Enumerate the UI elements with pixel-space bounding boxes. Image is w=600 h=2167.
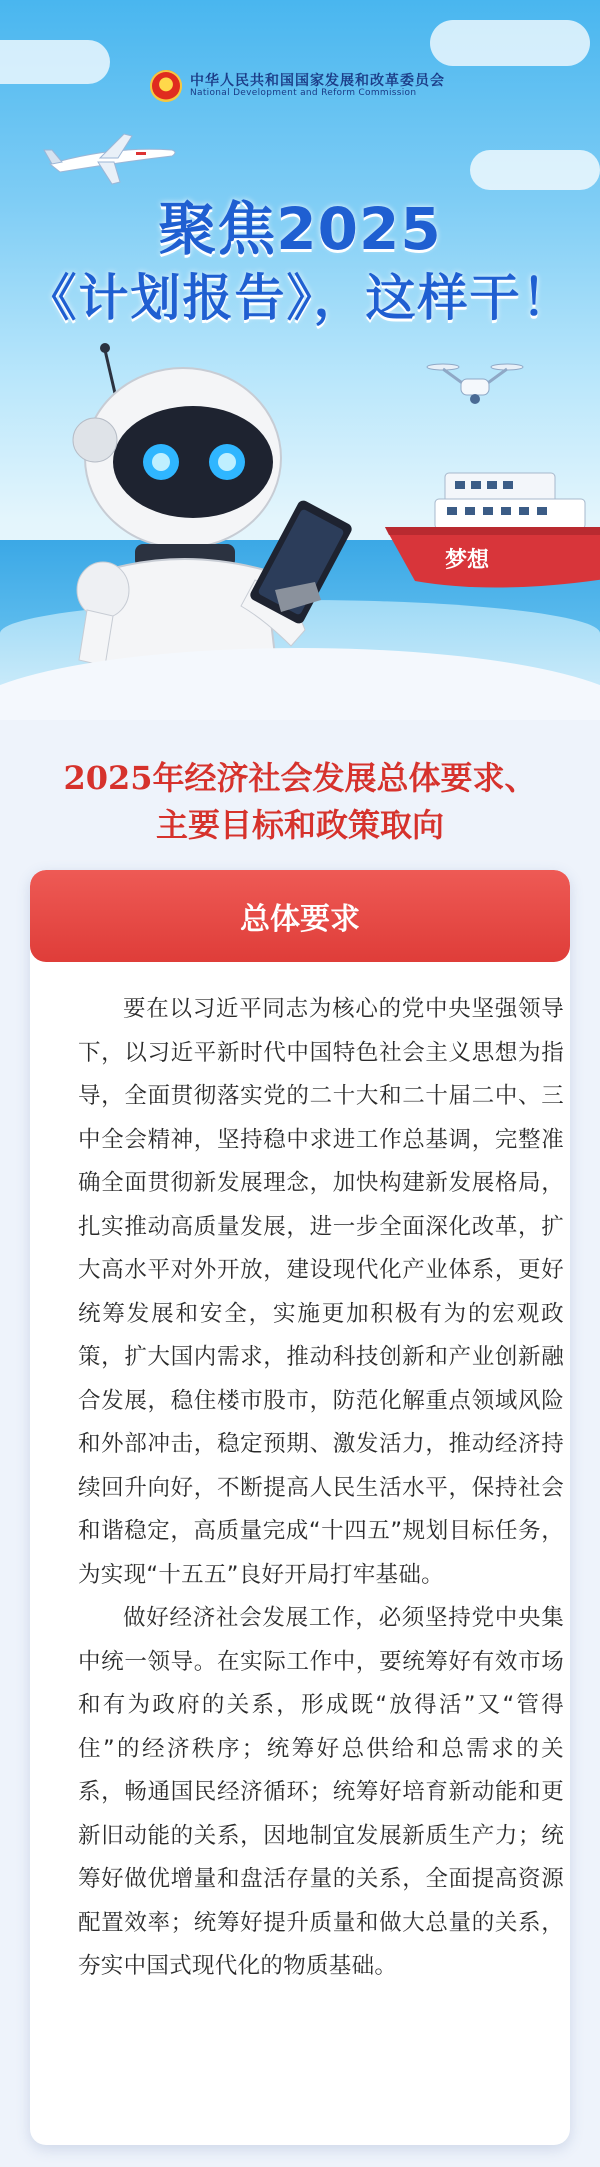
section-title-line2: 主要目标和政策取向 <box>155 806 444 844</box>
requirements-card <box>30 870 570 2145</box>
hero-title-line2: 《计划报告》，这样干！ <box>26 269 574 327</box>
robot-illustration <box>65 330 395 690</box>
org-name-en: National Development and Reform Commission <box>190 87 417 98</box>
card-heading: 总体要求 <box>30 870 570 962</box>
ship-label: 梦想 <box>445 547 490 573</box>
paragraph-1: 要在以习近平同志为核心的党中央坚强领导下，以习近平新时代中国特色社会主义思想为指导，全面贯彻落实党的二十大和二十届二中、三中全会精神，坚持稳中求进工作总基调，完整准确全面贯彻新发展理念，加快构建新发展格局，扎实推动高质量发展，进一步全面深化改革，扩大高水平对外开放，建设现代化产业体系，更好统筹发展和安全，实施更加积极有为的宏观政策，扩大国内需求，推动科技创新和产业创新融合发展，稳住楼市股市，防范化解重点领域风险和外部冲击，稳定预期、激发活力，推动经济持续回升向好，不断提高人民生活水平，保持社会和谐稳定，高质量完成“十四五”规划目标任务，为实现“十五五”良好开局打牢基础。 <box>78 996 564 1588</box>
hero-title-line1: 聚焦2025 <box>158 195 442 263</box>
national-emblem-icon <box>150 70 182 102</box>
org-logo <box>150 70 445 102</box>
drone-icon <box>425 355 525 415</box>
cloud <box>430 20 590 66</box>
section-title-line1: 2025年经济社会发展总体要求、 <box>63 759 537 797</box>
hero-banner <box>0 0 600 720</box>
airplane-icon <box>40 128 180 188</box>
cloud <box>0 40 110 84</box>
paragraph-2: 做好经济社会发展工作，必须坚持党中央集中统一领导。在实际工作中，要统筹好有效市场和有为政府的关系，形成既“放得活”又“管得住”的经济秩序；统筹好总供给和总需求的关系，畅通国民经济循环；统筹好培育新动能和更新旧动能的关系，因地制宜发展新质生产力；统筹好做优增量和盘活存量的关系，全面提高资源配置效率；统筹好提升质量和做大总量的关系，夯实中国式现代化的物质基础。 <box>78 1605 564 1979</box>
ship-illustration <box>375 455 600 600</box>
org-name-cn: 中华人民共和国国家发展和改革委员会 <box>190 72 445 89</box>
card-body <box>78 988 564 1989</box>
